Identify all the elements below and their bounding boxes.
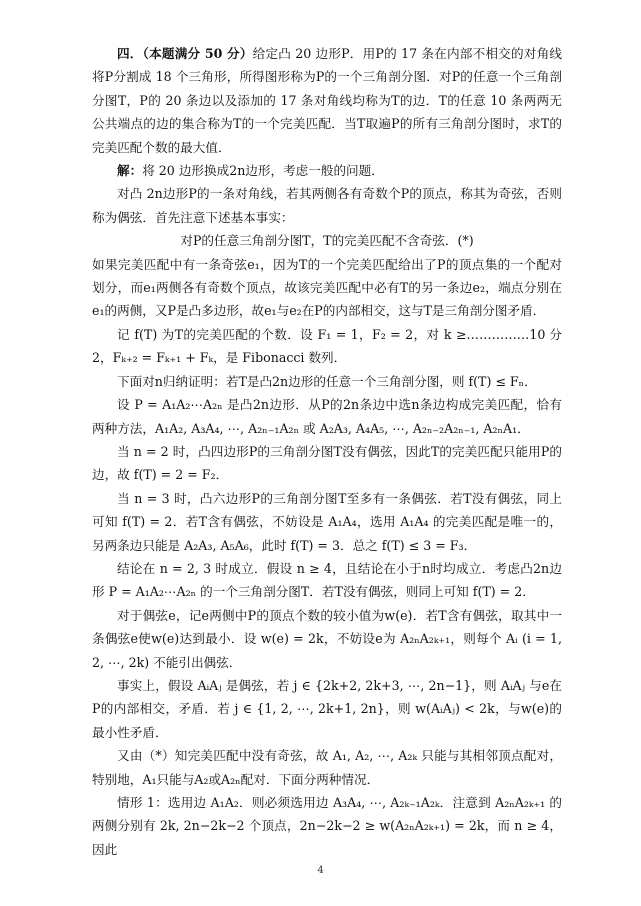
paragraph-claim-proof (92, 253, 562, 342)
paragraph-adjacent-pairing: 又由（*）知完美匹配中没有奇弦，故 A₁, A₂, ⋯, A₂ₖ 只能与其相邻顶点配对，特别地，A₁只能与A₂或A₂ₙ配对．下面分两种情况． (92, 748, 562, 787)
paragraph-contradiction: 事实上，假设 AᵢAⱼ 是偶弦，若 j ∈ {2k+2, 2k+3, ⋯, 2n−1}，则 AᵢAⱼ 与e在P的内部相交，矛盾．若 j ∈ {1, 2, ⋯, 2k+1, 2n}，则 w(AᵢAⱼ) < 2k，与w(e)的最小性矛盾． (92, 677, 562, 740)
claim-proof-text: 如果完美匹配中有一条奇弦e₁，因为T的一个完美匹配给出了P的顶点集的一个配对划分，而e₁两侧各有奇数个顶点，故该完美匹配中必有T的另一条边e₂，端点分别在e₁的两侧，又P是凸多边形，故e₁与e₂在P的内部相交，这与T是三角剖分图矛盾． (92, 256, 562, 319)
paragraph-case-n2: 当 n = 2 时，凸四边形P的三角剖分图T没有偶弦，因此T的完美匹配只能用P的边，故 f(T) = 2 = F₂． (92, 443, 562, 483)
problem-text: 给定凸 20 边形P．用P的 17 条在内部不相交的对角线将P分割成 18 个三角形，所得图形称为P的一个三角剖分图．对P的任意一个三角剖分图T，P的 20 条边以及添加的 17 条对角线均称为T的边．T的任意 10 条两两无公共端点的边的集合称为T的一个完美匹配．当T取遍P的所有三角剖分图时，求T的完美匹配个数的最大值． (92, 46, 562, 155)
paragraph-case-1: 情形 1：选用边 A₁A₂．则必须选用边 A₃A₄, ⋯, A₂ₖ₋₁A₂ₖ．注意到 A₂ₙA₂ₖ₊₁ 的两侧分别有 2k, 2n−2k−2 个顶点，2n−2k−2 ≥ w(A₂ₙA₂ₖ₊₁) = 2k，而 n ≥ 4，因此 (92, 795, 562, 857)
problem-heading: 四．（本题满分 50 分） (117, 46, 253, 61)
paragraph-even-chord-weight: 对于偶弦e，记e两侧中P的顶点个数的较小值为w(e)．若T含有偶弦，取其中一条偶弦e使w(e)达到最小．设 w(e) = 2k，不妨设e为 A₂ₙA₂ₖ₊₁，则每个 Aᵢ (i = 1, 2, ⋯, 2k) 不能引出偶弦． (92, 607, 562, 670)
score-marker: ……………10 分 (466, 326, 562, 342)
paragraph-fibonacci-definition: 记 f(T) 为T的完美匹配的个数．设 F₁ = 1，F₂ = 2，对 k ≥ 2，Fₖ₊₂ = Fₖ₊₁ + Fₖ，是 Fibonacci 数列． (92, 326, 467, 366)
solution-intro-text: 将 20 边形换成2n边形，考虑一般的问题． (142, 163, 384, 179)
solution-label: 解： (117, 163, 143, 179)
basic-fact-claim: 对P的任意三角剖分图T，T的完美匹配不含奇弦．(*) (180, 233, 474, 249)
problem-statement (92, 42, 562, 159)
page-content (92, 42, 562, 861)
solution-intro (92, 159, 562, 182)
paragraph-induction-statement: 下面对n归纳证明：若T是凸2n边形的任意一个三角剖分图，则 f(T) ≤ Fₙ． (117, 373, 537, 389)
paragraph-induction-step: 结论在 n = 2, 3 时成立．假设 n ≥ 4，且结论在小于n时均成立．考虑凸2n边形 P = A₁A₂⋯A₂ₙ 的一个三角剖分图T．若T没有偶弦，则同上可知 f(T) = 2． (92, 560, 562, 600)
paragraph-edge-matchings: 设 P = A₁A₂⋯A₂ₙ 是凸2n边形．从P的2n条边中选n条边构成完美匹配，恰有两种方法，A₁A₂, A₃A₄, ⋯, A₂ₙ₋₁A₂ₙ 或 A₂A₃, A₄A₅, ⋯, A₂ₙ₋₂A₂ₙ₋₁, A₂ₙA₁． (92, 397, 562, 436)
paragraph-odd-chord-definition: 对凸 2n边形P的一条对角线，若其两侧各有奇数个P的顶点，称其为奇弦，否则称为偶弦．首先注意下述基本事实： (92, 186, 562, 225)
paragraph-case-n3: 当 n = 3 时，凸六边形P的三角剖分图T至多有一条偶弦．若T没有偶弦，同上可知 f(T) = 2．若T含有偶弦，不妨设是 A₁A₄，选用 A₁A₄ 的完美匹配是唯一的，另两条边只能是 A₂A₃, A₅A₆，此时 f(T) = 3．总之 f(T) ≤ 3 = F₃． (92, 490, 562, 553)
page-number: 4 (317, 865, 324, 876)
